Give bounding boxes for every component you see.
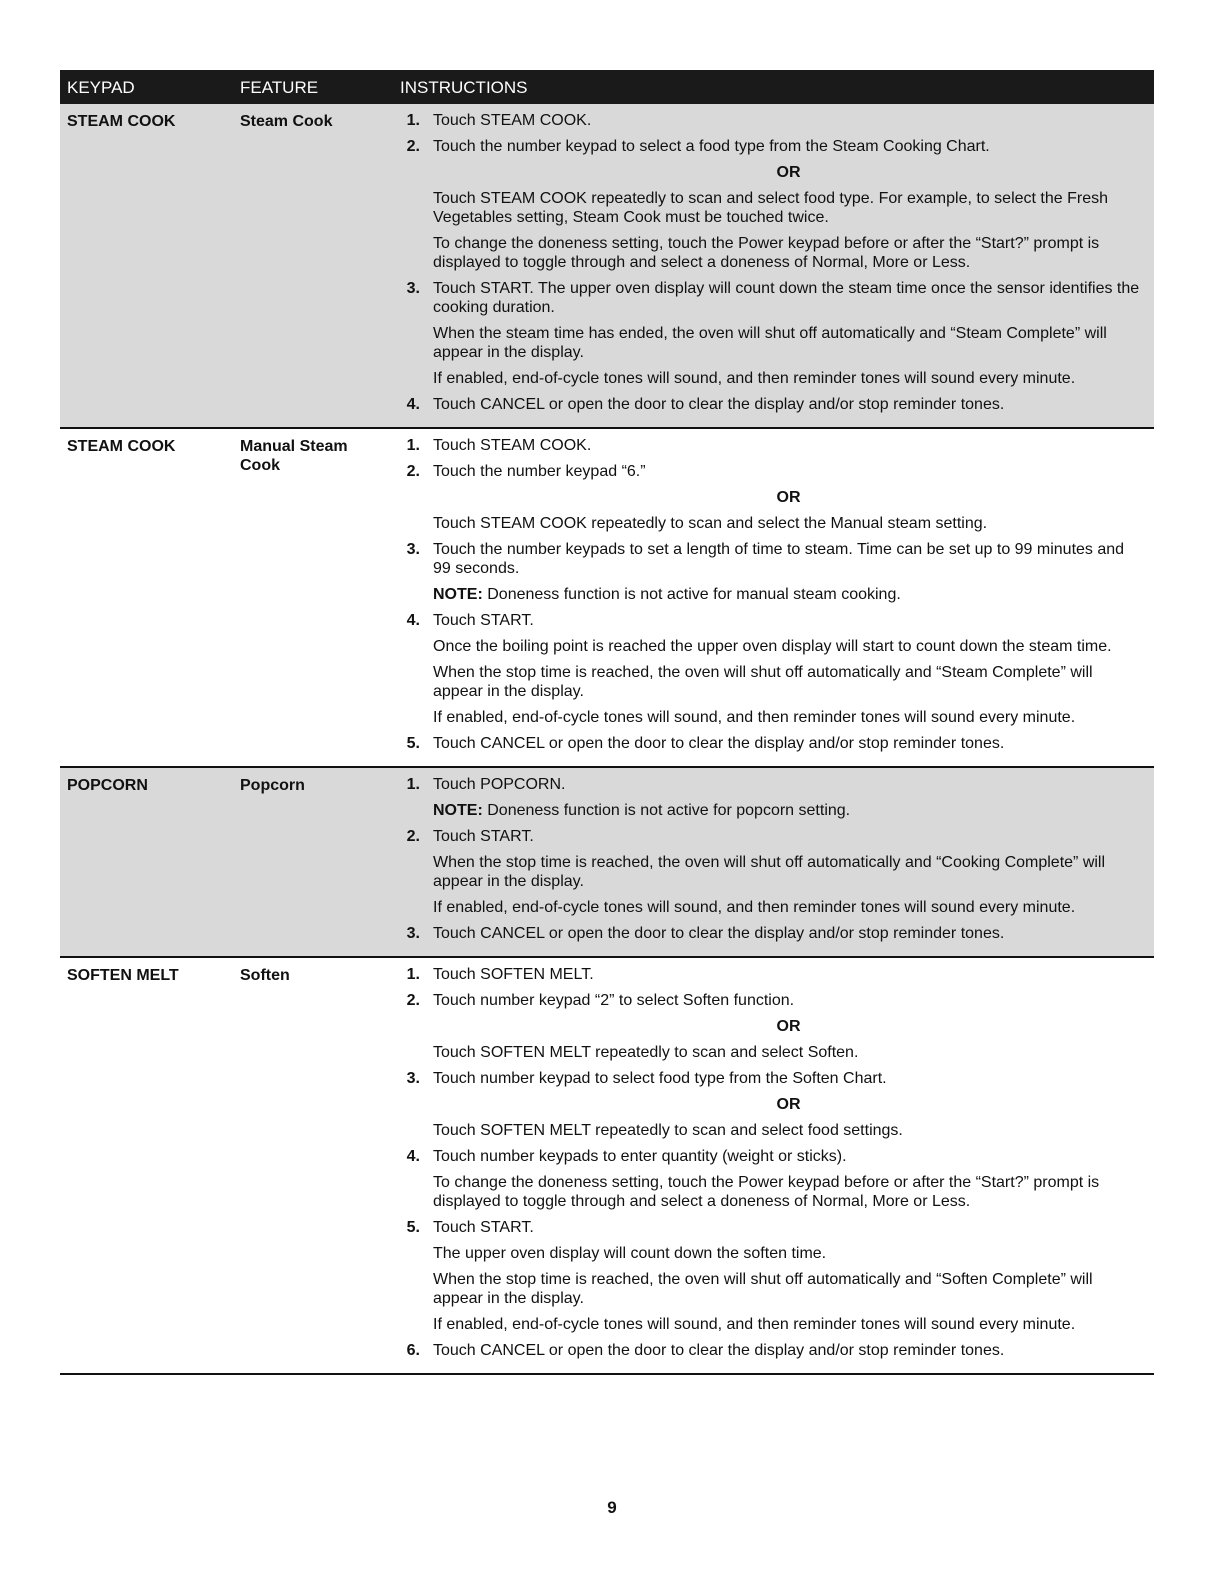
instructions-table xyxy=(60,70,1154,1375)
paragraph-text: Doneness function is not active for popcorn setting. xyxy=(487,802,851,819)
instruction-paragraph xyxy=(400,1270,1144,1308)
instruction-step xyxy=(400,111,1144,130)
step-text: Touch POPCORN. xyxy=(433,776,566,793)
note-label: NOTE: xyxy=(433,802,483,819)
instruction-paragraph xyxy=(400,1244,1144,1263)
instruction-step xyxy=(400,1218,1144,1237)
paragraph-text: When the stop time is reached, the oven will shut off automatically and “Steam Complete” will appear in the display. xyxy=(433,664,1093,700)
step-text: Touch the number keypad to select a food type from the Steam Cooking Chart. xyxy=(433,138,990,155)
header-keypad: KEYPAD xyxy=(67,78,135,97)
instruction-paragraph xyxy=(400,708,1144,727)
instruction-step xyxy=(400,924,1144,943)
instruction-paragraph xyxy=(400,234,1144,272)
step-text: Touch START. xyxy=(433,612,534,629)
paragraph-text: If enabled, end-of-cycle tones will sound, and then reminder tones will sound every minute. xyxy=(433,1316,1076,1333)
paragraph-text: Doneness function is not active for manual steam cooking. xyxy=(487,586,901,603)
header-instructions: INSTRUCTIONS xyxy=(400,78,528,97)
step-text: Touch CANCEL or open the door to clear the display and/or stop reminder tones. xyxy=(433,735,1005,752)
instruction-paragraph xyxy=(400,324,1144,362)
step-number: 5. xyxy=(406,735,420,752)
instructions-cell xyxy=(400,429,1154,766)
instruction-step xyxy=(400,279,1144,317)
instructions-cell xyxy=(400,768,1154,956)
step-number: 3. xyxy=(406,925,420,942)
instruction-step xyxy=(400,611,1144,630)
step-number: 1. xyxy=(406,966,420,983)
instruction-step xyxy=(400,436,1144,455)
step-number: 2. xyxy=(406,992,420,1009)
paragraph-text: Touch SOFTEN MELT repeatedly to scan and select Soften. xyxy=(433,1044,859,1061)
note-label: NOTE: xyxy=(433,586,483,603)
step-number: 2. xyxy=(406,138,420,155)
step-number: 3. xyxy=(406,280,420,297)
paragraph-text: The upper oven display will count down the soften time. xyxy=(433,1245,827,1262)
step-number: 1. xyxy=(406,776,420,793)
step-number: 2. xyxy=(406,828,420,845)
step-number: 2. xyxy=(406,463,420,480)
step-text: Touch number keypad to select food type from the Soften Chart. xyxy=(433,1070,887,1087)
instruction-paragraph xyxy=(400,853,1144,891)
paragraph-text: When the steam time has ended, the oven will shut off automatically and “Steam Complete” will appear in the display. xyxy=(433,325,1107,361)
instruction-paragraph xyxy=(400,1315,1144,1334)
instruction-step xyxy=(400,991,1144,1010)
instruction-step xyxy=(400,827,1144,846)
paragraph-text: Touch STEAM COOK repeatedly to scan and select the Manual steam setting. xyxy=(433,515,988,532)
instruction-step xyxy=(400,1069,1144,1088)
feature-cell: Popcorn xyxy=(240,777,305,794)
keypad-cell: STEAM COOK xyxy=(67,438,176,455)
step-text: Touch START. xyxy=(433,1219,534,1236)
header-feature: FEATURE xyxy=(240,78,319,97)
step-text: Touch CANCEL or open the door to clear the display and/or stop reminder tones. xyxy=(433,1342,1005,1359)
instruction-step xyxy=(400,775,1144,794)
or-separator: OR xyxy=(776,1096,801,1113)
instructions-cell xyxy=(400,104,1154,427)
paragraph-text: To change the doneness setting, touch the Power keypad before or after the “Start?” prompt is displayed to toggle through and select a doneness of Normal, More or Less. xyxy=(433,1174,1100,1210)
step-number: 4. xyxy=(406,1148,420,1165)
instruction-paragraph xyxy=(400,514,1144,533)
step-text: Touch START. The upper oven display will count down the steam time once the sensor identifies the cooking duration. xyxy=(433,280,1140,316)
instruction-step xyxy=(400,395,1144,414)
instruction-paragraph xyxy=(400,663,1144,701)
table-row xyxy=(60,768,1154,958)
paragraph-text: If enabled, end-of-cycle tones will sound, and then reminder tones will sound every minute. xyxy=(433,709,1076,726)
keypad-cell: POPCORN xyxy=(67,777,148,794)
or-separator: OR xyxy=(776,1018,801,1035)
step-number: 1. xyxy=(406,112,420,129)
paragraph-text: When the stop time is reached, the oven will shut off automatically and “Cooking Complete” will appear in the display. xyxy=(433,854,1106,890)
table-header xyxy=(60,70,1154,104)
paragraph-text: To change the doneness setting, touch the Power keypad before or after the “Start?” prompt is displayed to toggle through and select a doneness of Normal, More or Less. xyxy=(433,235,1100,271)
step-text: Touch number keypad “2” to select Soften function. xyxy=(433,992,795,1009)
step-text: Touch the number keypads to set a length of time to steam. Time can be set up to 99 minutes and 99 seconds. xyxy=(433,541,1125,577)
instruction-paragraph xyxy=(400,1173,1144,1211)
keypad-cell: STEAM COOK xyxy=(67,113,176,130)
table-body xyxy=(60,104,1154,1375)
step-text: Touch STEAM COOK. xyxy=(433,112,592,129)
step-text: Touch SOFTEN MELT. xyxy=(433,966,594,983)
step-number: 4. xyxy=(406,612,420,629)
instruction-step xyxy=(400,462,1144,481)
step-number: 1. xyxy=(406,437,420,454)
feature-cell: Manual Steam Cook xyxy=(240,438,348,474)
step-text: Touch the number keypad “6.” xyxy=(433,463,646,480)
paragraph-text: If enabled, end-of-cycle tones will sound, and then reminder tones will sound every minute. xyxy=(433,370,1076,387)
keypad-cell: SOFTEN MELT xyxy=(67,967,179,984)
table-row xyxy=(60,958,1154,1375)
instruction-step xyxy=(400,540,1144,578)
step-text: Touch CANCEL or open the door to clear the display and/or stop reminder tones. xyxy=(433,396,1005,413)
instruction-paragraph xyxy=(400,369,1144,388)
step-number: 3. xyxy=(406,1070,420,1087)
paragraph-text: Touch STEAM COOK repeatedly to scan and select food type. For example, to select the Fresh Vegetables setting, Steam Cook must be touched twice. xyxy=(433,190,1108,226)
feature-cell: Steam Cook xyxy=(240,113,333,130)
step-number: 4. xyxy=(406,396,420,413)
step-number: 5. xyxy=(406,1219,420,1236)
step-text: Touch START. xyxy=(433,828,534,845)
instruction-step xyxy=(400,137,1144,156)
or-separator: OR xyxy=(776,164,801,181)
paragraph-text: When the stop time is reached, the oven will shut off automatically and “Soften Complete” will appear in the display. xyxy=(433,1271,1093,1307)
step-text: Touch STEAM COOK. xyxy=(433,437,592,454)
instruction-paragraph xyxy=(400,898,1144,917)
instruction-step xyxy=(400,965,1144,984)
step-text: Touch number keypads to enter quantity (weight or sticks). xyxy=(433,1148,847,1165)
feature-cell: Soften xyxy=(240,967,290,984)
step-number: 3. xyxy=(406,541,420,558)
instruction-step xyxy=(400,734,1144,753)
note-paragraph xyxy=(400,585,1144,604)
paragraph-text: Touch SOFTEN MELT repeatedly to scan and select food settings. xyxy=(433,1122,903,1139)
table-row xyxy=(60,104,1154,429)
page-number: 9 xyxy=(607,1498,617,1517)
or-separator: OR xyxy=(776,489,801,506)
instruction-paragraph xyxy=(400,189,1144,227)
step-text: Touch CANCEL or open the door to clear the display and/or stop reminder tones. xyxy=(433,925,1005,942)
instruction-step xyxy=(400,1147,1144,1166)
instruction-paragraph xyxy=(400,1121,1144,1140)
paragraph-text: Once the boiling point is reached the upper oven display will start to count down the steam time. xyxy=(433,638,1112,655)
instruction-paragraph xyxy=(400,1043,1144,1062)
instruction-step xyxy=(400,1341,1144,1360)
table-row xyxy=(60,429,1154,768)
note-paragraph xyxy=(400,801,1144,820)
step-number: 6. xyxy=(406,1342,420,1359)
instruction-paragraph xyxy=(400,637,1144,656)
paragraph-text: If enabled, end-of-cycle tones will sound, and then reminder tones will sound every minute. xyxy=(433,899,1076,916)
instructions-cell xyxy=(400,958,1154,1373)
